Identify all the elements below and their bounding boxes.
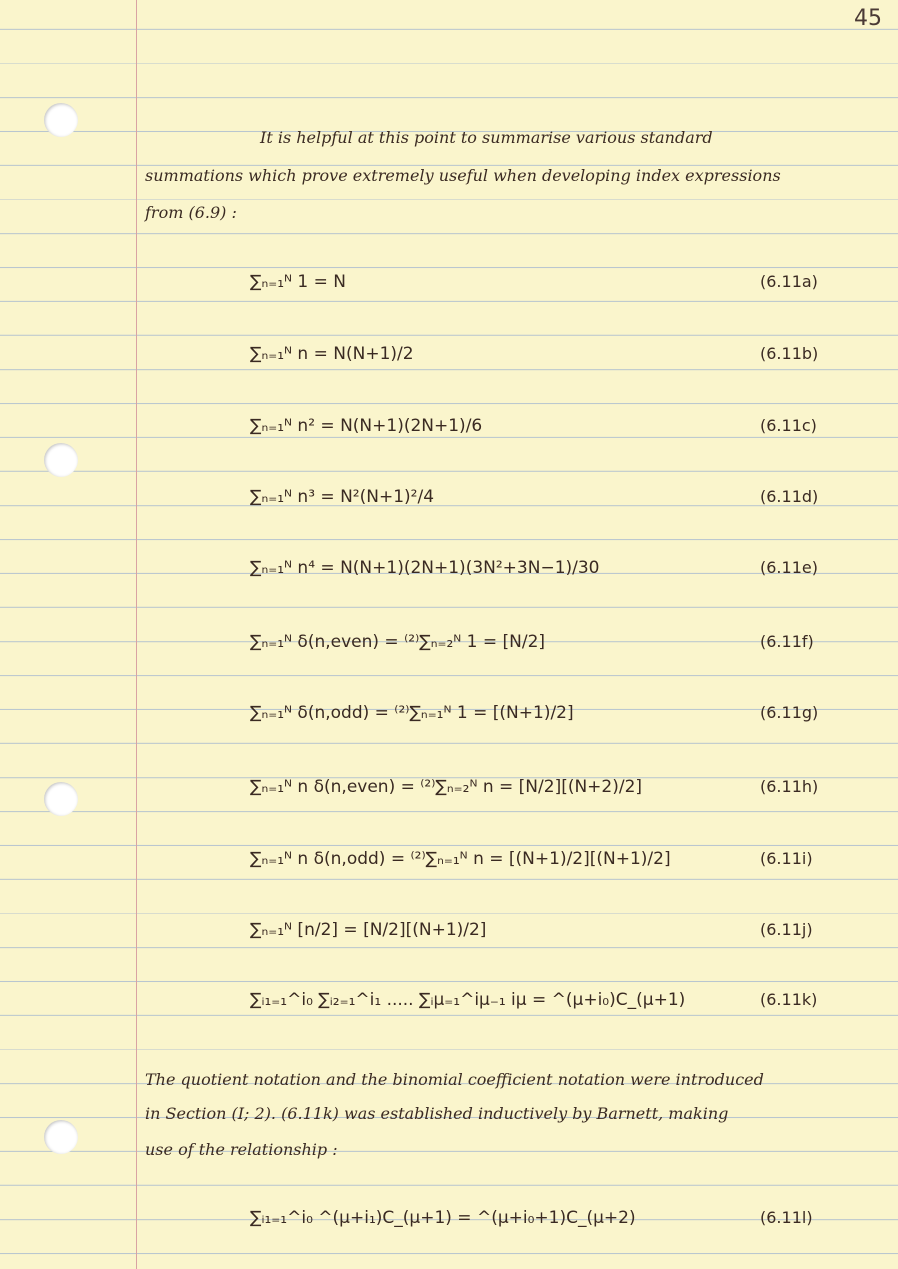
equation-label: (6.11f) (760, 632, 814, 651)
equation-label: (6.11i) (760, 849, 813, 868)
final-equation: ∑ᵢ₁₌₁^i₀ ^(μ+i₁)C_(μ+1) = ^(μ+i₀+1)C_(μ+2) (250, 1208, 636, 1228)
margin-line (136, 0, 137, 1269)
equation: ∑ₙ₌₁ᴺ 1 = N (250, 272, 347, 292)
equation: ∑ₙ₌₁ᴺ [n/2] = [N/2][(N+1)/2] (250, 920, 487, 940)
equation-label: (6.11a) (760, 272, 818, 291)
equation: ∑ᵢ₁₌₁^i₀ ∑ᵢ₂₌₁^i₁ ..... ∑ᵢμ₌₁^iμ₋₁ iμ = ^(μ+i₀)C_(μ+1) (250, 990, 686, 1010)
equation: ∑ₙ₌₁ᴺ n³ = N²(N+1)²/4 (250, 487, 435, 507)
equation-label: (6.11e) (760, 558, 818, 577)
outro-line-2: in Section (I; 2). (6.11k) was established inductively by Barnett, making (145, 1104, 729, 1123)
equation: ∑ₙ₌₁ᴺ n δ(n,odd) = ⁽²⁾∑ₙ₌₁ᴺ n = [(N+1)/2][(N+1)/2] (250, 849, 671, 869)
equation: ∑ₙ₌₁ᴺ δ(n,even) = ⁽²⁾∑ₙ₌₂ᴺ 1 = [N/2] (250, 632, 546, 652)
equation: ∑ₙ₌₁ᴺ n⁴ = N(N+1)(2N+1)(3N²+3N−1)/30 (250, 558, 600, 578)
equation-label: (6.11b) (760, 344, 819, 363)
punch-hole (44, 782, 78, 816)
equation-label: (6.11k) (760, 990, 818, 1009)
equation: ∑ₙ₌₁ᴺ n δ(n,even) = ⁽²⁾∑ₙ₌₂ᴺ n = [N/2][(N+2)/2] (250, 777, 643, 797)
punch-hole (44, 443, 78, 477)
punch-hole (44, 103, 78, 137)
page-number: 45 (854, 6, 882, 31)
outro-line-1: The quotient notation and the binomial coefficient notation were introduced (145, 1070, 764, 1089)
equation: ∑ₙ₌₁ᴺ n² = N(N+1)(2N+1)/6 (250, 416, 483, 436)
equation-label: (6.11g) (760, 703, 819, 722)
punch-hole (44, 1120, 78, 1154)
outro-line-3: use of the relationship : (145, 1140, 338, 1159)
intro-line-2: summations which prove extremely useful when developing index expressions (145, 166, 781, 185)
equation-label: (6.11h) (760, 777, 819, 796)
equation-label: (6.11j) (760, 920, 813, 939)
equation: ∑ₙ₌₁ᴺ n = N(N+1)/2 (250, 344, 414, 364)
final-equation-label: (6.11l) (760, 1208, 813, 1227)
equation: ∑ₙ₌₁ᴺ δ(n,odd) = ⁽²⁾∑ₙ₌₁ᴺ 1 = [(N+1)/2] (250, 703, 574, 723)
intro-line-1: It is helpful at this point to summarise various standard (260, 128, 713, 147)
intro-line-3: from (6.9) : (145, 203, 237, 222)
equation-label: (6.11d) (760, 487, 819, 506)
equation-label: (6.11c) (760, 416, 817, 435)
